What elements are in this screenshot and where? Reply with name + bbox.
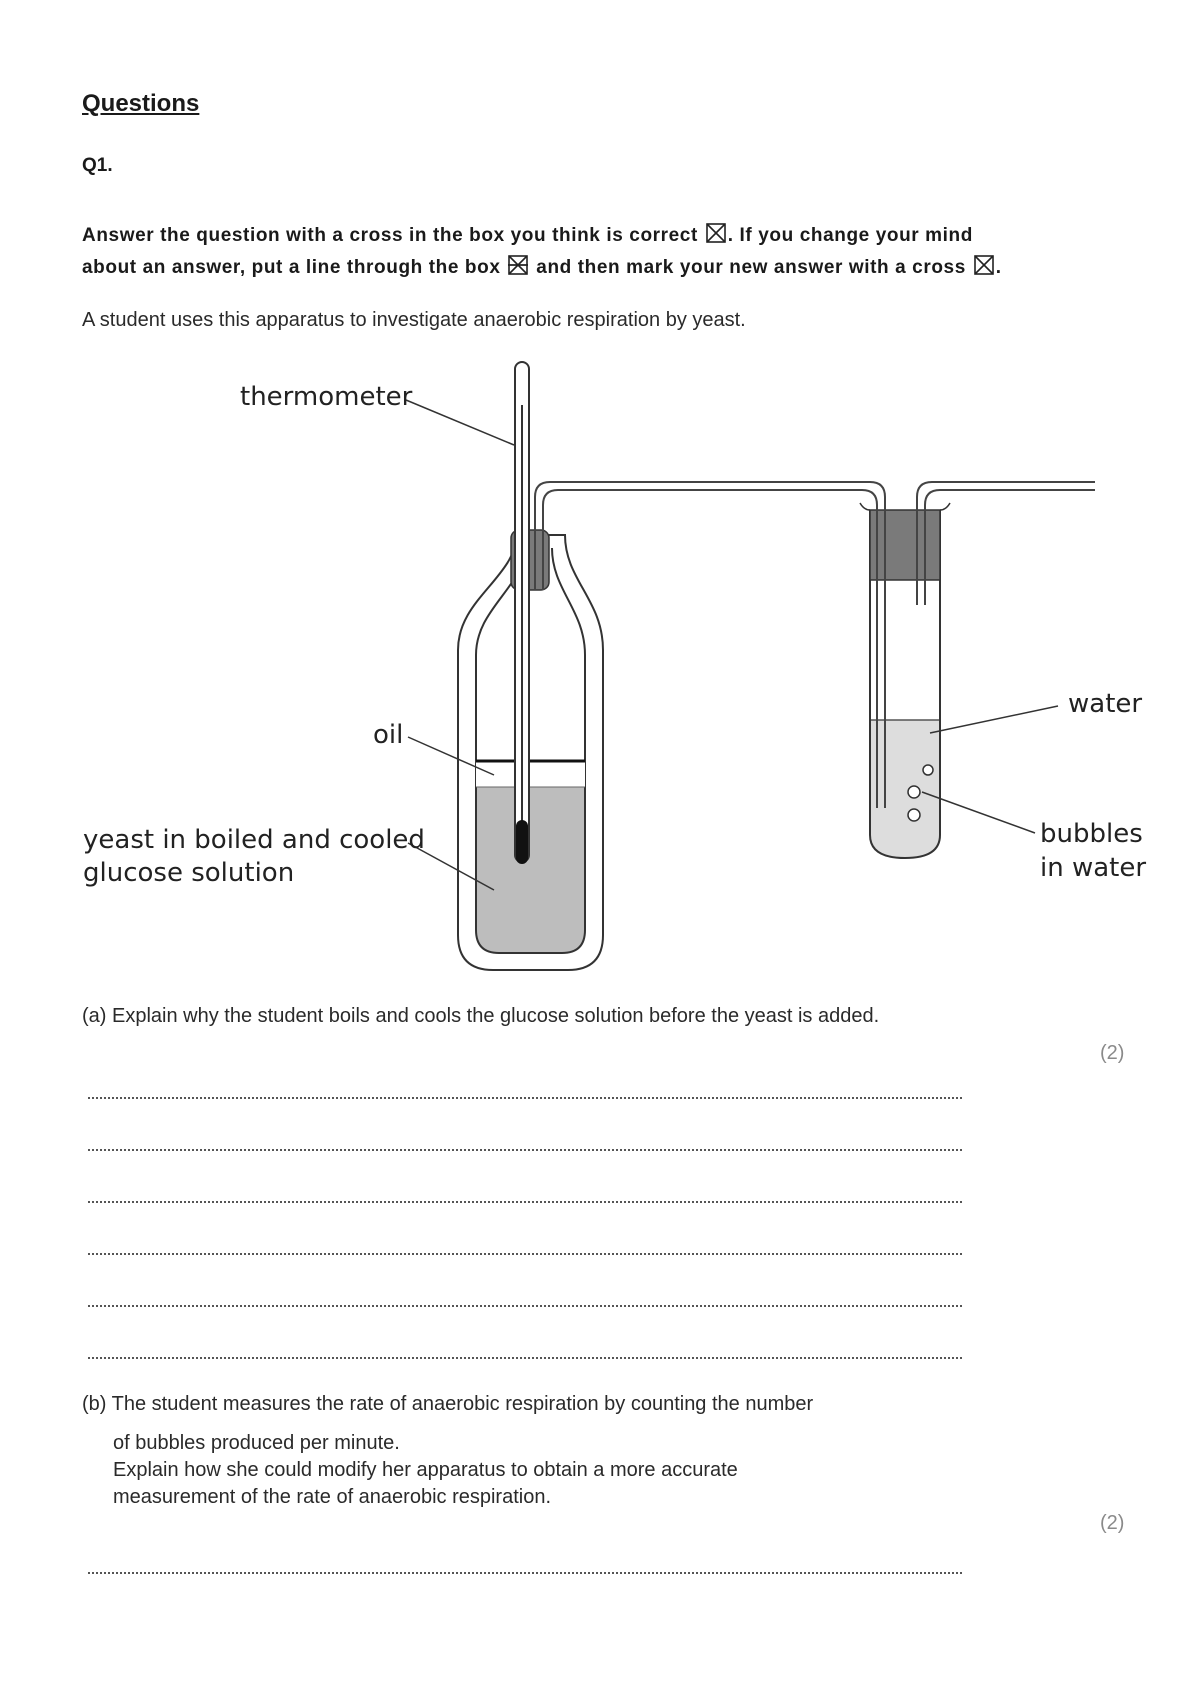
label-water: water: [1068, 689, 1143, 719]
instruction-line-2: [82, 255, 1002, 279]
answer-line-a6[interactable]: [88, 1357, 962, 1359]
instruction-text-1: Answer the question with a cross in the box you think is correct: [82, 225, 698, 246]
instruction-text-5: .: [995, 257, 1002, 278]
question-b-line-3: Explain how she could modify her apparatus to obtain a more accurate: [113, 1459, 738, 1481]
glucose-solution: [476, 787, 585, 953]
label-bubbles-1: bubbles: [1040, 819, 1143, 849]
water-leader: [930, 706, 1058, 733]
label-yeast-1: yeast in boiled and cooled: [83, 825, 425, 855]
answer-line-a2[interactable]: [88, 1149, 962, 1151]
label-thermometer: thermometer: [240, 382, 413, 412]
crossed-box-icon: [706, 223, 726, 243]
test-tube-liquid: [870, 720, 940, 858]
intro-text: A student uses this apparatus to investigate anaerobic respiration by yeast.: [82, 309, 746, 331]
answer-line-a3[interactable]: [88, 1201, 962, 1203]
bubble: [908, 809, 920, 821]
marks-a: (2): [1100, 1042, 1125, 1064]
page-heading: Questions: [82, 90, 200, 117]
thermometer-leader: [406, 400, 514, 445]
question-b-line-4: measurement of the rate of anaerobic respiration.: [113, 1486, 552, 1508]
question-a-text: (a) Explain why the student boils and cools the glucose solution before the yeast is added.: [82, 1005, 880, 1027]
question-b-line-2: of bubbles produced per minute.: [113, 1432, 400, 1454]
bubble: [908, 786, 920, 798]
instruction-text-3: about an answer, put a line through the box: [82, 257, 501, 278]
marks-b: (2): [1100, 1512, 1125, 1534]
apparatus-diagram: [60, 350, 1150, 980]
question-number: Q1.: [82, 155, 113, 176]
label-bubbles-2: in water: [1040, 853, 1147, 883]
label-oil: oil: [373, 720, 404, 750]
exit-tube: [917, 482, 1095, 605]
bubble: [923, 765, 933, 775]
label-yeast-2: glucose solution: [83, 858, 295, 888]
thermometer-bulb: [516, 820, 528, 864]
answer-line-a1[interactable]: [88, 1097, 962, 1099]
struck-box-icon: [508, 255, 528, 275]
answer-line-b1[interactable]: [88, 1572, 962, 1574]
answer-line-a5[interactable]: [88, 1305, 962, 1307]
instruction-line-1: [82, 223, 973, 247]
instruction-text-4: and then mark your new answer with a cross: [536, 257, 966, 278]
question-b-line-1: (b) The student measures the rate of anaerobic respiration by counting the number: [82, 1393, 814, 1415]
test-tube-bung: [870, 510, 940, 580]
answer-line-a4[interactable]: [88, 1253, 962, 1255]
instruction-text-2: . If you change your mind: [727, 225, 973, 246]
crossed-box-icon: [974, 255, 994, 275]
